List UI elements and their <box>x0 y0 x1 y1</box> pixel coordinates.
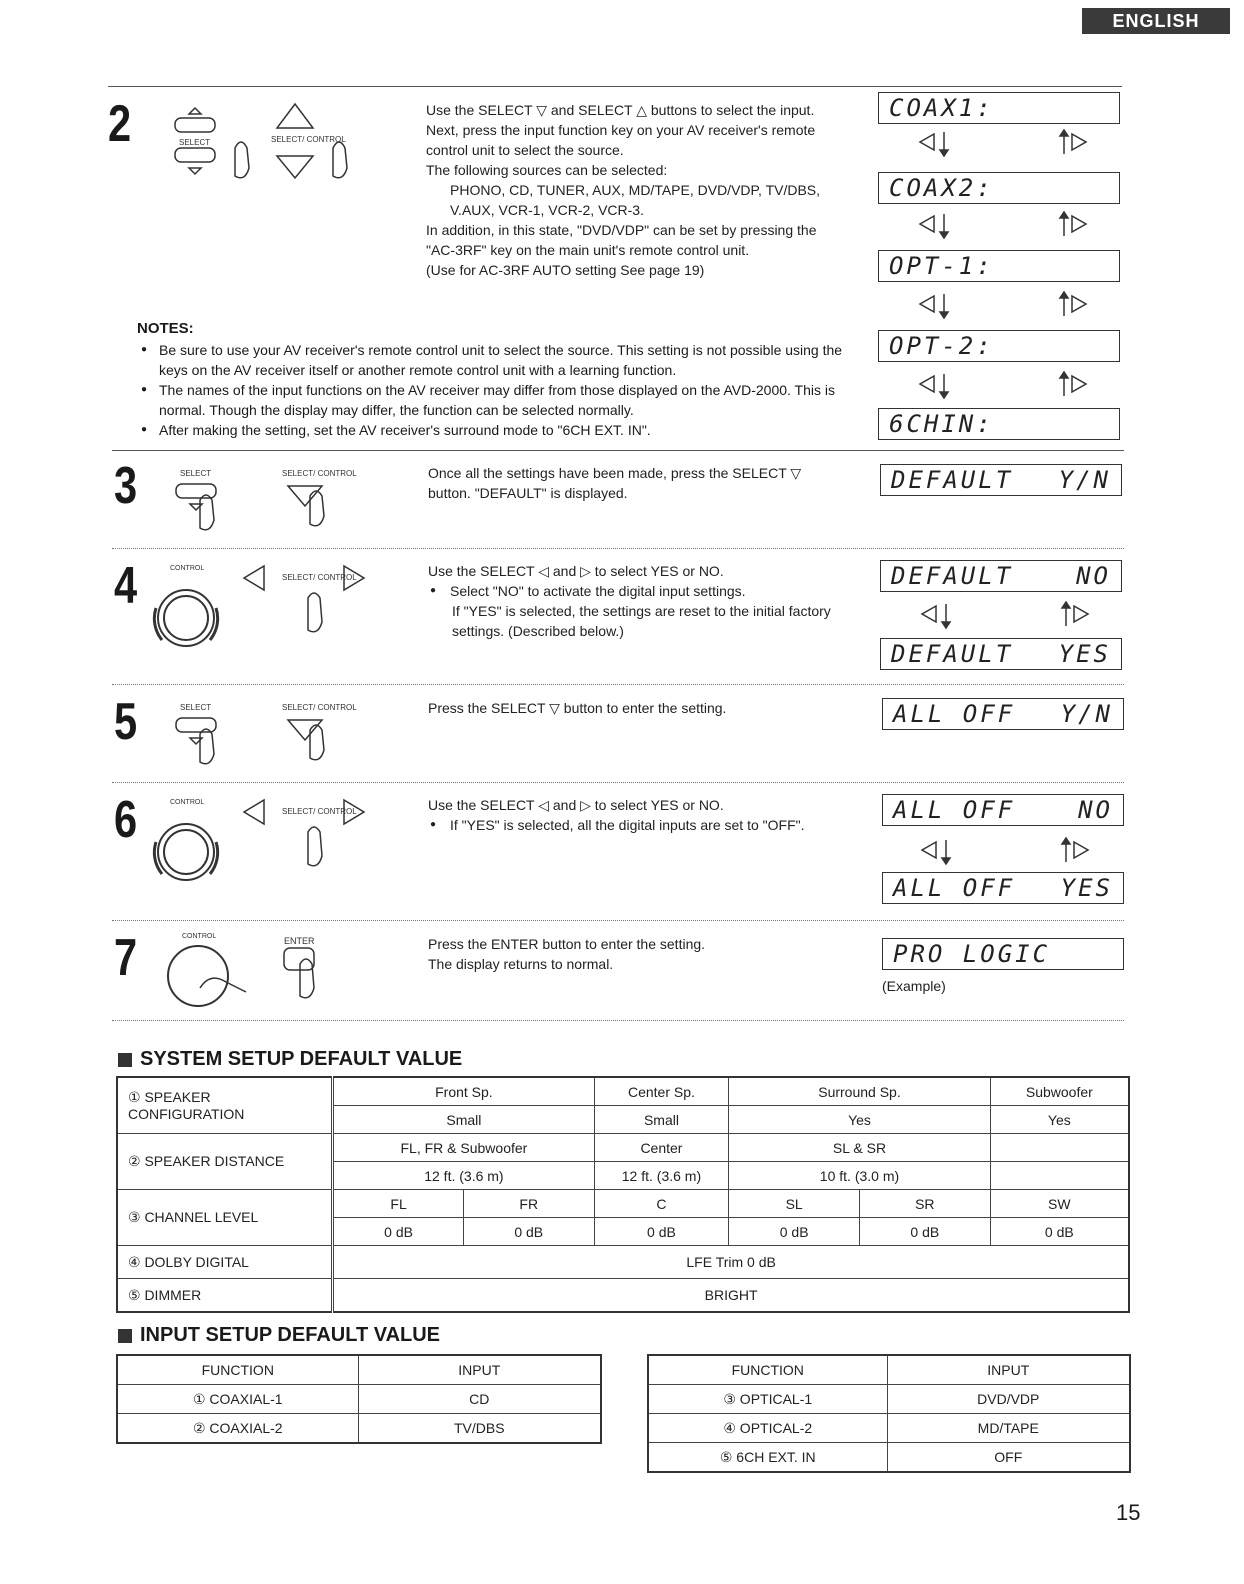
table-cell: ① COAXIAL-1 <box>117 1385 358 1414</box>
step-line: Next, press the input function key on your AV receiver's remote control unit to select the source. <box>426 122 816 158</box>
lcd-display: COAX1: <box>878 92 1120 124</box>
table-cell: 12 ft. (3.6 m) <box>594 1162 729 1190</box>
row-label: ③ CHANNEL LEVEL <box>117 1190 333 1246</box>
table-cell <box>990 1162 1129 1190</box>
table-cell: 12 ft. (3.6 m) <box>333 1162 594 1190</box>
step-number: 5 <box>114 693 138 751</box>
note-item: ● After making the setting, set the AV receiver's surround mode to "6CH EXT. IN". <box>137 420 857 440</box>
lcd-value: NO <box>1076 562 1111 590</box>
table-cell: SL & SR <box>729 1134 990 1162</box>
table-cell: Surround Sp. <box>729 1077 990 1106</box>
step-line: The display returns to normal. <box>428 956 614 972</box>
step-line: Use the SELECT ◁ and ▷ to select YES or NO. <box>428 563 724 579</box>
lcd-text: DEFAULT <box>891 466 1014 494</box>
note-item: ● The names of the input functions on the AV receiver may differ from those displayed on the AVD-2000. This is normal. Though the display may differ, the function can be selected normally. <box>137 380 857 420</box>
table-row <box>117 1279 1129 1313</box>
table-cell: SL <box>729 1190 860 1218</box>
table-cell: Small <box>594 1106 729 1134</box>
table-cell: Subwoofer <box>990 1077 1129 1106</box>
table-cell: BRIGHT <box>333 1279 1129 1313</box>
step-line: (Use for AC-3RF AUTO setting See page 19) <box>426 262 705 278</box>
table-cell: OFF <box>887 1443 1130 1473</box>
table-cell: MD/TAPE <box>887 1414 1130 1443</box>
table-cell: 0 dB <box>859 1218 990 1246</box>
left-right-arrows <box>900 126 1140 160</box>
table-row <box>117 1246 1129 1279</box>
step-line: Use the SELECT ◁ and ▷ to select YES or NO. <box>428 797 724 813</box>
table-row <box>648 1355 1130 1385</box>
left-right-arrows <box>900 368 1140 402</box>
select-control-label: SELECT/ CONTROL <box>282 703 357 712</box>
table-row <box>117 1355 601 1385</box>
table-cell: Small <box>333 1106 594 1134</box>
divider <box>112 684 1124 685</box>
step-line: Press the SELECT ▽ button to enter the setting. <box>428 700 727 716</box>
table-header-cell: INPUT <box>887 1355 1130 1385</box>
step-line: Use the SELECT ▽ and SELECT △ buttons to select the input. <box>426 102 815 118</box>
table-cell: ④ OPTICAL-2 <box>648 1414 887 1443</box>
notes-list <box>137 340 857 440</box>
select-buttons-illustration <box>165 98 395 190</box>
control-dial-illustration <box>148 558 388 658</box>
lcd-display <box>880 560 1122 592</box>
lcd-value: NO <box>1078 796 1113 824</box>
row-label: ② SPEAKER DISTANCE <box>117 1134 333 1190</box>
lcd-text: ALL OFF <box>893 700 1016 728</box>
table-cell: DVD/VDP <box>887 1385 1130 1414</box>
page-number: 15 <box>1116 1500 1141 1525</box>
table-row <box>648 1414 1130 1443</box>
step-number: 2 <box>108 95 132 153</box>
lcd-display: COAX2: <box>878 172 1120 204</box>
table-cell: SR <box>859 1190 990 1218</box>
system-setup-title: SYSTEM SETUP DEFAULT VALUE <box>118 1048 462 1071</box>
input-setup-title: INPUT SETUP DEFAULT VALUE <box>118 1324 440 1347</box>
control-label: CONTROL <box>170 565 205 572</box>
system-setup-table <box>116 1076 1130 1313</box>
step-6-text <box>428 795 848 835</box>
step-line: If "YES" is selected, the settings are reset to the initial factory settings. (Described below.) <box>452 603 831 639</box>
table-header-cell: INPUT <box>358 1355 601 1385</box>
table-cell: FR <box>463 1190 594 1218</box>
table-cell: 10 ft. (3.0 m) <box>729 1162 990 1190</box>
step-number: 3 <box>114 457 138 515</box>
select-button-illustration <box>170 460 380 540</box>
divider <box>108 86 1122 87</box>
select-label: SELECT <box>180 469 212 478</box>
table-cell: FL <box>333 1190 464 1218</box>
step-line: Once all the settings have been made, press the SELECT ▽ button. "DEFAULT" is displayed. <box>428 465 802 501</box>
table-cell: C <box>594 1190 729 1218</box>
left-right-arrows <box>900 208 1140 242</box>
language-tab: ENGLISH <box>1082 8 1230 34</box>
lcd-display: 6CHIN: <box>878 408 1120 440</box>
step-number: 6 <box>114 791 138 849</box>
lcd-display <box>882 698 1124 730</box>
step-5-text <box>428 698 848 718</box>
select-label: SELECT <box>180 703 212 712</box>
table-cell: ③ OPTICAL-1 <box>648 1385 887 1414</box>
divider <box>112 548 1124 549</box>
step-line: The following sources can be selected: <box>426 162 668 178</box>
table-cell: Yes <box>990 1106 1129 1134</box>
table-cell <box>990 1134 1129 1162</box>
lcd-value: Y/N <box>1058 466 1111 494</box>
select-button-illustration <box>170 694 380 776</box>
input-setup-table-left <box>116 1354 602 1444</box>
table-row <box>117 1385 601 1414</box>
table-cell: TV/DBS <box>358 1414 601 1444</box>
lcd-display <box>880 638 1122 670</box>
lcd-text: ALL OFF <box>893 796 1016 824</box>
divider <box>112 920 1124 921</box>
table-cell: ⑤ 6CH EXT. IN <box>648 1443 887 1473</box>
table-cell: Yes <box>729 1106 990 1134</box>
table-cell: Front Sp. <box>333 1077 594 1106</box>
step-line: In addition, in this state, "DVD/VDP" can be set by pressing the "AC-3RF" key on the main unit's remote control unit. <box>426 222 817 258</box>
lcd-value: Y/N <box>1060 700 1113 728</box>
notes-title: NOTES: <box>137 320 194 337</box>
enter-label: ENTER <box>284 936 315 946</box>
table-row <box>648 1385 1130 1414</box>
table-cell: ② COAXIAL-2 <box>117 1414 358 1444</box>
row-label: ④ DOLBY DIGITAL <box>117 1246 333 1279</box>
example-label: (Example) <box>882 978 946 994</box>
control-dial-illustration <box>148 792 388 892</box>
lcd-display <box>882 872 1124 904</box>
step-line: ● Select "NO" to activate the digital input settings. <box>428 581 848 601</box>
table-cell: 0 dB <box>594 1218 729 1246</box>
lcd-text: DEFAULT <box>891 562 1014 590</box>
table-cell: SW <box>990 1190 1129 1218</box>
divider <box>112 450 1124 451</box>
lcd-display: OPT-2: <box>878 330 1120 362</box>
step-7-text <box>428 934 848 974</box>
step-2-text <box>426 100 838 280</box>
enter-button-illustration <box>160 928 380 1014</box>
divider <box>112 1020 1124 1021</box>
step-4-text <box>428 561 848 641</box>
input-setup-table-right <box>647 1354 1131 1473</box>
table-row <box>648 1443 1130 1473</box>
lcd-value: YES <box>1060 874 1113 902</box>
step-3-text <box>428 463 846 503</box>
step-line: PHONO, CD, TUNER, AUX, MD/TAPE, DVD/VDP, TV/DBS, V.AUX, VCR-1, VCR-2, VCR-3. <box>450 182 821 218</box>
lcd-display: PRO LOGIC <box>882 938 1124 970</box>
step-line: ● If "YES" is selected, all the digital inputs are set to "OFF". <box>428 815 848 835</box>
select-control-label: SELECT/ CONTROL <box>282 573 357 582</box>
select-control-label: SELECT/ CONTROL <box>282 807 357 816</box>
table-row <box>117 1077 1129 1106</box>
left-right-arrows <box>902 598 1142 632</box>
lcd-text: DEFAULT <box>891 640 1014 668</box>
table-cell: Center <box>594 1134 729 1162</box>
step-line: Press the ENTER button to enter the setting. <box>428 936 706 952</box>
control-label: CONTROL <box>182 933 217 940</box>
row-label: ⑤ DIMMER <box>117 1279 333 1313</box>
table-header-cell: FUNCTION <box>117 1355 358 1385</box>
select-control-label: SELECT/ CONTROL <box>282 469 357 478</box>
table-header-cell: FUNCTION <box>648 1355 887 1385</box>
table-row <box>117 1134 1129 1162</box>
left-right-arrows <box>900 288 1140 322</box>
table-cell: 0 dB <box>463 1218 594 1246</box>
table-row <box>117 1190 1129 1218</box>
note-item: ● Be sure to use your AV receiver's remote control unit to select the source. This setting is not possible using the keys on the AV receiver itself or another remote control unit with a learning function. <box>137 340 857 380</box>
select-control-label: SELECT/ CONTROL <box>271 135 346 144</box>
table-cell: 0 dB <box>333 1218 464 1246</box>
table-cell: CD <box>358 1385 601 1414</box>
table-cell: LFE Trim 0 dB <box>333 1246 1129 1279</box>
divider <box>112 782 1124 783</box>
lcd-text: ALL OFF <box>893 874 1016 902</box>
table-cell: Center Sp. <box>594 1077 729 1106</box>
step-number: 7 <box>114 929 138 987</box>
row-label: ① SPEAKER CONFIGURATION <box>117 1077 333 1134</box>
table-cell: 0 dB <box>729 1218 860 1246</box>
left-right-arrows <box>902 834 1142 868</box>
table-row <box>117 1414 601 1444</box>
table-cell: 0 dB <box>990 1218 1129 1246</box>
lcd-display: OPT-1: <box>878 250 1120 282</box>
lcd-display <box>880 464 1122 496</box>
step-number: 4 <box>114 557 138 615</box>
lcd-value: YES <box>1058 640 1111 668</box>
select-label: SELECT <box>179 138 211 147</box>
control-label: CONTROL <box>170 799 205 806</box>
lcd-display <box>882 794 1124 826</box>
table-cell: FL, FR & Subwoofer <box>333 1134 594 1162</box>
